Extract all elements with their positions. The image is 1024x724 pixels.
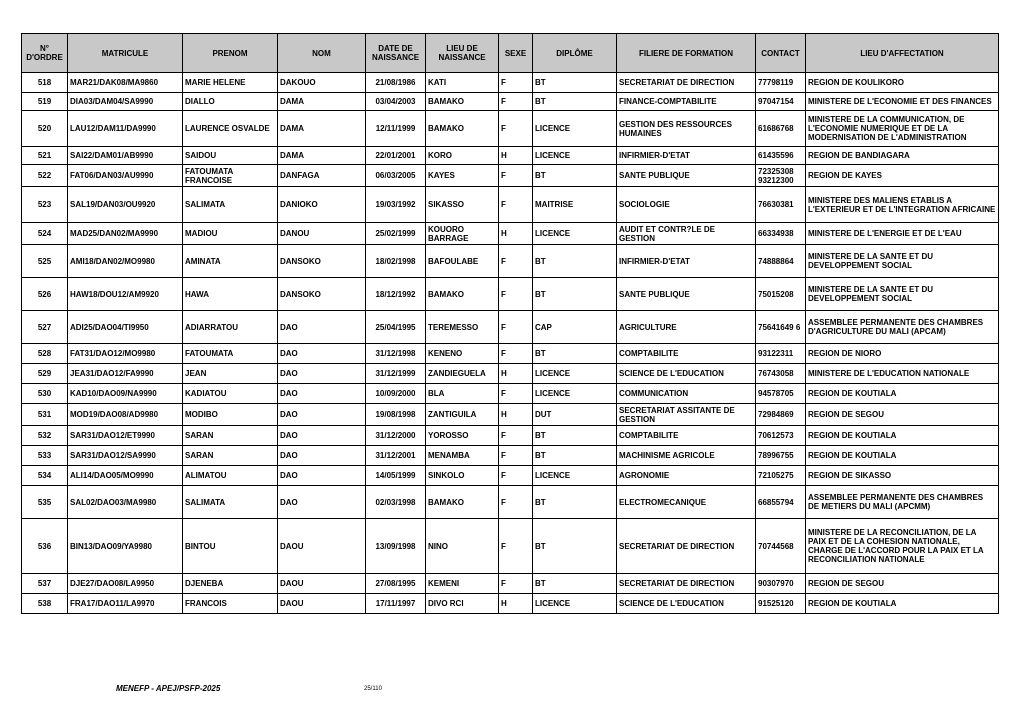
cell-matricule: DIA03/DAM04/SA9990 bbox=[68, 93, 183, 111]
cell-birth-place: YOROSSO bbox=[426, 426, 499, 446]
cell-birth-place: KAYES bbox=[426, 165, 499, 187]
cell-sexe: H bbox=[499, 364, 533, 384]
cell-affectation: REGION DE SIKASSO bbox=[806, 466, 999, 486]
cell-prenom: JEAN bbox=[183, 364, 278, 384]
cell-order-number: 536 bbox=[22, 519, 68, 574]
cell-sexe: F bbox=[499, 519, 533, 574]
footer-reference: MENEFP - APEJ/PSFP-2025 bbox=[116, 684, 221, 693]
table-row bbox=[22, 574, 999, 594]
cell-nom: DAKOUO bbox=[278, 73, 366, 93]
table-row bbox=[22, 594, 999, 614]
cell-filiere: COMMUNICATION bbox=[617, 384, 756, 404]
cell-affectation: REGION DE NIORO bbox=[806, 344, 999, 364]
header-filiere: FILIERE DE FORMATION bbox=[617, 34, 756, 73]
cell-matricule: HAW18/DOU12/AM9920 bbox=[68, 278, 183, 311]
cell-sexe: F bbox=[499, 446, 533, 466]
cell-affectation: ASSEMBLEE PERMANENTE DES CHAMBRES D'AGRICULTURE DU MALI (APCAM) bbox=[806, 311, 999, 344]
cell-matricule: ALI14/DAO05/MO9990 bbox=[68, 466, 183, 486]
cell-birth-date: 31/12/1999 bbox=[366, 364, 426, 384]
cell-filiere: GESTION DES RESSOURCES HUMAINES bbox=[617, 111, 756, 147]
cell-contact: 76743058 bbox=[756, 364, 806, 384]
cell-prenom: MADIOU bbox=[183, 223, 278, 245]
cell-sexe: F bbox=[499, 311, 533, 344]
header-contact: CONTACT bbox=[756, 34, 806, 73]
cell-birth-place: BAFOULABE bbox=[426, 245, 499, 278]
header-nom: NOM bbox=[278, 34, 366, 73]
cell-matricule: SAR31/DAO12/ET9990 bbox=[68, 426, 183, 446]
cell-filiere: AUDIT ET CONTR?LE DE GESTION bbox=[617, 223, 756, 245]
cell-filiere: INFIRMIER-D'ETAT bbox=[617, 245, 756, 278]
header-diplome: DIPLÔME bbox=[533, 34, 617, 73]
cell-birth-place: KOUORO BARRAGE bbox=[426, 223, 499, 245]
cell-diplome: BT bbox=[533, 426, 617, 446]
table-header-row bbox=[22, 34, 999, 73]
cell-sexe: F bbox=[499, 165, 533, 187]
cell-filiere: SCIENCE DE L'EDUCATION bbox=[617, 364, 756, 384]
cell-order-number: 531 bbox=[22, 404, 68, 426]
cell-diplome: BT bbox=[533, 245, 617, 278]
cell-prenom: SALIMATA bbox=[183, 486, 278, 519]
cell-diplome: LICENCE bbox=[533, 384, 617, 404]
cell-birth-place: ZANDIEGUELA bbox=[426, 364, 499, 384]
cell-birth-date: 25/04/1995 bbox=[366, 311, 426, 344]
table-row bbox=[22, 278, 999, 311]
cell-matricule: MOD19/DAO08/AD9980 bbox=[68, 404, 183, 426]
cell-matricule: ADI25/DAO04/TI9950 bbox=[68, 311, 183, 344]
cell-birth-date: 27/08/1995 bbox=[366, 574, 426, 594]
cell-affectation: REGION DE KOUTIALA bbox=[806, 426, 999, 446]
cell-prenom: DIALLO bbox=[183, 93, 278, 111]
cell-nom: DANSOKO bbox=[278, 278, 366, 311]
cell-filiere: SOCIOLOGIE bbox=[617, 187, 756, 223]
cell-nom: DAMA bbox=[278, 93, 366, 111]
cell-birth-place: BAMAKO bbox=[426, 278, 499, 311]
table-row bbox=[22, 384, 999, 404]
table-row bbox=[22, 311, 999, 344]
cell-affectation: MINISTERE DE L'ENERGIE ET DE L'EAU bbox=[806, 223, 999, 245]
cell-nom: DAO bbox=[278, 426, 366, 446]
cell-affectation: MINISTERE DE LA COMMUNICATION, DE L'ECONOMIE NUMERIQUE ET DE LA MODERNISATION DE L'ADMINISTRATION bbox=[806, 111, 999, 147]
cell-birth-place: ZANTIGUILA bbox=[426, 404, 499, 426]
header-birth-date: DATE DE NAISSANCE bbox=[366, 34, 426, 73]
cell-prenom: LAURENCE OSVALDE bbox=[183, 111, 278, 147]
cell-affectation: ASSEMBLEE PERMANENTE DES CHAMBRES DE METIERS DU MALI (APCMM) bbox=[806, 486, 999, 519]
cell-birth-place: BAMAKO bbox=[426, 486, 499, 519]
cell-birth-place: KENENO bbox=[426, 344, 499, 364]
cell-prenom: SAIDOU bbox=[183, 147, 278, 165]
cell-nom: DAMA bbox=[278, 111, 366, 147]
cell-order-number: 521 bbox=[22, 147, 68, 165]
cell-contact: 72984869 bbox=[756, 404, 806, 426]
cell-filiere: ELECTROMECANIQUE bbox=[617, 486, 756, 519]
cell-birth-date: 31/12/2001 bbox=[366, 446, 426, 466]
cell-order-number: 525 bbox=[22, 245, 68, 278]
cell-affectation: MINISTERE DE L'EDUCATION NATIONALE bbox=[806, 364, 999, 384]
cell-birth-place: KATI bbox=[426, 73, 499, 93]
cell-contact: 70744568 bbox=[756, 519, 806, 574]
cell-prenom: HAWA bbox=[183, 278, 278, 311]
cell-order-number: 528 bbox=[22, 344, 68, 364]
cell-diplome: BT bbox=[533, 486, 617, 519]
cell-prenom: KADIATOU bbox=[183, 384, 278, 404]
cell-diplome: CAP bbox=[533, 311, 617, 344]
cell-prenom: SALIMATA bbox=[183, 187, 278, 223]
cell-filiere: INFIRMIER-D'ETAT bbox=[617, 147, 756, 165]
cell-contact: 61686768 bbox=[756, 111, 806, 147]
cell-prenom: FATOUMATA bbox=[183, 344, 278, 364]
cell-contact: 91525120 bbox=[756, 594, 806, 614]
cell-birth-date: 19/03/1992 bbox=[366, 187, 426, 223]
cell-filiere: SECRETARIAT DE DIRECTION bbox=[617, 574, 756, 594]
cell-nom: DAO bbox=[278, 404, 366, 426]
header-prenom: PRENOM bbox=[183, 34, 278, 73]
cell-birth-date: 31/12/1998 bbox=[366, 344, 426, 364]
cell-order-number: 524 bbox=[22, 223, 68, 245]
table-row bbox=[22, 426, 999, 446]
cell-contact: 74888864 bbox=[756, 245, 806, 278]
cell-nom: DAO bbox=[278, 384, 366, 404]
cell-birth-date: 02/03/1998 bbox=[366, 486, 426, 519]
cell-diplome: BT bbox=[533, 574, 617, 594]
cell-birth-date: 14/05/1999 bbox=[366, 466, 426, 486]
cell-order-number: 532 bbox=[22, 426, 68, 446]
cell-birth-date: 22/01/2001 bbox=[366, 147, 426, 165]
cell-diplome: MAITRISE bbox=[533, 187, 617, 223]
cell-birth-date: 03/04/2003 bbox=[366, 93, 426, 111]
cell-birth-place: KORO bbox=[426, 147, 499, 165]
cell-contact: 66334938 bbox=[756, 223, 806, 245]
cell-filiere: MACHINISME AGRICOLE bbox=[617, 446, 756, 466]
cell-sexe: F bbox=[499, 384, 533, 404]
table-row bbox=[22, 344, 999, 364]
cell-contact: 70612573 bbox=[756, 426, 806, 446]
cell-sexe: F bbox=[499, 93, 533, 111]
cell-sexe: H bbox=[499, 404, 533, 426]
cell-sexe: H bbox=[499, 147, 533, 165]
cell-filiere: SECRETARIAT DE DIRECTION bbox=[617, 73, 756, 93]
cell-affectation: MINISTERE DE LA SANTE ET DU DEVELOPPEMENT SOCIAL bbox=[806, 278, 999, 311]
table-row bbox=[22, 519, 999, 574]
cell-nom: DANFAGA bbox=[278, 165, 366, 187]
cell-sexe: F bbox=[499, 73, 533, 93]
cell-contact: 72325308 93212300 bbox=[756, 165, 806, 187]
cell-filiere: SECRETARIAT DE DIRECTION bbox=[617, 519, 756, 574]
cell-matricule: FAT06/DAN03/AU9990 bbox=[68, 165, 183, 187]
table-row bbox=[22, 486, 999, 519]
cell-contact: 61435596 bbox=[756, 147, 806, 165]
cell-order-number: 518 bbox=[22, 73, 68, 93]
table-body bbox=[22, 73, 999, 614]
cell-affectation: REGION DE KOUTIALA bbox=[806, 594, 999, 614]
cell-affectation: REGION DE SEGOU bbox=[806, 574, 999, 594]
cell-prenom: BINTOU bbox=[183, 519, 278, 574]
cell-prenom: SARAN bbox=[183, 426, 278, 446]
recruitment-table bbox=[21, 33, 999, 614]
cell-nom: DAOU bbox=[278, 574, 366, 594]
table-row bbox=[22, 165, 999, 187]
cell-affectation: MINISTERE DES MALIENS ETABLIS A L'EXTERIEUR ET DE L'INTEGRATION AFRICAINE bbox=[806, 187, 999, 223]
table-row bbox=[22, 93, 999, 111]
cell-matricule: DJE27/DAO08/LA9950 bbox=[68, 574, 183, 594]
cell-diplome: LICENCE bbox=[533, 594, 617, 614]
cell-contact: 72105275 bbox=[756, 466, 806, 486]
cell-diplome: LICENCE bbox=[533, 466, 617, 486]
cell-filiere: SECRETARIAT ASSITANTE DE GESTION bbox=[617, 404, 756, 426]
cell-sexe: F bbox=[499, 111, 533, 147]
cell-birth-place: DIVO RCI bbox=[426, 594, 499, 614]
cell-sexe: F bbox=[499, 486, 533, 519]
cell-order-number: 527 bbox=[22, 311, 68, 344]
cell-affectation: MINISTERE DE L'ECONOMIE ET DES FINANCES bbox=[806, 93, 999, 111]
cell-contact: 94578705 bbox=[756, 384, 806, 404]
table-row bbox=[22, 404, 999, 426]
page-number: 25/110 bbox=[364, 686, 382, 692]
cell-sexe: F bbox=[499, 278, 533, 311]
cell-filiere: AGRONOMIE bbox=[617, 466, 756, 486]
cell-birth-date: 25/02/1999 bbox=[366, 223, 426, 245]
cell-diplome: BT bbox=[533, 93, 617, 111]
cell-diplome: BT bbox=[533, 73, 617, 93]
table-row bbox=[22, 364, 999, 384]
cell-contact: 78996755 bbox=[756, 446, 806, 466]
cell-filiere: SANTE PUBLIQUE bbox=[617, 165, 756, 187]
cell-prenom: SARAN bbox=[183, 446, 278, 466]
cell-sexe: F bbox=[499, 426, 533, 446]
cell-affectation: REGION DE KOULIKORO bbox=[806, 73, 999, 93]
cell-matricule: LAU12/DAM11/DA9990 bbox=[68, 111, 183, 147]
table-row bbox=[22, 73, 999, 93]
cell-affectation: MINISTERE DE LA SANTE ET DU DEVELOPPEMENT SOCIAL bbox=[806, 245, 999, 278]
cell-birth-place: SIKASSO bbox=[426, 187, 499, 223]
cell-birth-date: 21/08/1986 bbox=[366, 73, 426, 93]
table-row bbox=[22, 223, 999, 245]
cell-order-number: 520 bbox=[22, 111, 68, 147]
cell-birth-date: 17/11/1997 bbox=[366, 594, 426, 614]
cell-nom: DAOU bbox=[278, 519, 366, 574]
cell-birth-date: 10/09/2000 bbox=[366, 384, 426, 404]
cell-diplome: LICENCE bbox=[533, 223, 617, 245]
cell-birth-place: TEREMESSO bbox=[426, 311, 499, 344]
cell-prenom: AMINATA bbox=[183, 245, 278, 278]
cell-sexe: H bbox=[499, 594, 533, 614]
cell-nom: DAMA bbox=[278, 147, 366, 165]
cell-order-number: 526 bbox=[22, 278, 68, 311]
cell-birth-place: KEMENI bbox=[426, 574, 499, 594]
cell-diplome: BT bbox=[533, 446, 617, 466]
cell-diplome: BT bbox=[533, 165, 617, 187]
cell-matricule: FRA17/DAO11/LA9970 bbox=[68, 594, 183, 614]
header-affectation: LIEU D'AFFECTATION bbox=[806, 34, 999, 73]
cell-sexe: F bbox=[499, 344, 533, 364]
cell-filiere: AGRICULTURE bbox=[617, 311, 756, 344]
cell-matricule: MAD25/DAN02/MA9990 bbox=[68, 223, 183, 245]
cell-order-number: 538 bbox=[22, 594, 68, 614]
cell-diplome: LICENCE bbox=[533, 147, 617, 165]
cell-sexe: F bbox=[499, 466, 533, 486]
cell-affectation: MINISTERE DE LA RECONCILIATION, DE LA PAIX ET DE LA COHESION NATIONALE, CHARGE DE L'ACCORD POUR LA PAIX ET LA RECONCILIATION NATIONALE bbox=[806, 519, 999, 574]
cell-matricule: FAT31/DAO12/MO9980 bbox=[68, 344, 183, 364]
cell-nom: DAO bbox=[278, 466, 366, 486]
cell-nom: DANOU bbox=[278, 223, 366, 245]
cell-contact: 97047154 bbox=[756, 93, 806, 111]
cell-birth-place: NINO bbox=[426, 519, 499, 574]
cell-diplome: LICENCE bbox=[533, 364, 617, 384]
cell-birth-date: 31/12/2000 bbox=[366, 426, 426, 446]
cell-contact: 76630381 bbox=[756, 187, 806, 223]
cell-prenom: ADIARRATOU bbox=[183, 311, 278, 344]
cell-order-number: 533 bbox=[22, 446, 68, 466]
table-row bbox=[22, 111, 999, 147]
cell-affectation: REGION DE KOUTIALA bbox=[806, 446, 999, 466]
cell-birth-place: SINKOLO bbox=[426, 466, 499, 486]
table-row bbox=[22, 245, 999, 278]
cell-sexe: F bbox=[499, 574, 533, 594]
table-row bbox=[22, 147, 999, 165]
cell-birth-date: 06/03/2005 bbox=[366, 165, 426, 187]
cell-prenom: MARIE HELENE bbox=[183, 73, 278, 93]
cell-diplome: BT bbox=[533, 344, 617, 364]
cell-matricule: SAL19/DAN03/OU9920 bbox=[68, 187, 183, 223]
cell-order-number: 530 bbox=[22, 384, 68, 404]
cell-affectation: REGION DE BANDIAGARA bbox=[806, 147, 999, 165]
header-sexe: SEXE bbox=[499, 34, 533, 73]
cell-prenom: MODIBO bbox=[183, 404, 278, 426]
cell-birth-date: 13/09/1998 bbox=[366, 519, 426, 574]
cell-filiere: COMPTABILITE bbox=[617, 344, 756, 364]
cell-nom: DANIOKO bbox=[278, 187, 366, 223]
cell-nom: DAO bbox=[278, 364, 366, 384]
cell-birth-date: 18/02/1998 bbox=[366, 245, 426, 278]
cell-sexe: H bbox=[499, 223, 533, 245]
cell-filiere: SANTE PUBLIQUE bbox=[617, 278, 756, 311]
header-order-number: N° D'ORDRE bbox=[22, 34, 68, 73]
cell-order-number: 534 bbox=[22, 466, 68, 486]
cell-contact: 75015208 bbox=[756, 278, 806, 311]
cell-contact: 90307970 bbox=[756, 574, 806, 594]
cell-birth-place: BLA bbox=[426, 384, 499, 404]
cell-diplome: LICENCE bbox=[533, 111, 617, 147]
cell-nom: DAO bbox=[278, 311, 366, 344]
cell-contact: 93122311 bbox=[756, 344, 806, 364]
cell-prenom: FRANCOIS bbox=[183, 594, 278, 614]
cell-order-number: 523 bbox=[22, 187, 68, 223]
table-row bbox=[22, 466, 999, 486]
cell-birth-date: 18/12/1992 bbox=[366, 278, 426, 311]
cell-matricule: BIN13/DAO09/YA9980 bbox=[68, 519, 183, 574]
cell-prenom: ALIMATOU bbox=[183, 466, 278, 486]
cell-contact: 66855794 bbox=[756, 486, 806, 519]
cell-sexe: F bbox=[499, 187, 533, 223]
cell-prenom: FATOUMATA FRANCOISE bbox=[183, 165, 278, 187]
cell-affectation: REGION DE SEGOU bbox=[806, 404, 999, 426]
cell-diplome: DUT bbox=[533, 404, 617, 426]
cell-matricule: SAL02/DAO03/MA9980 bbox=[68, 486, 183, 519]
cell-diplome: BT bbox=[533, 519, 617, 574]
cell-order-number: 519 bbox=[22, 93, 68, 111]
cell-matricule: JEA31/DAO12/FA9990 bbox=[68, 364, 183, 384]
cell-nom: DAO bbox=[278, 344, 366, 364]
header-birth-place: LIEU DE NAISSANCE bbox=[426, 34, 499, 73]
table-row bbox=[22, 187, 999, 223]
header-matricule: MATRICULE bbox=[68, 34, 183, 73]
cell-sexe: F bbox=[499, 245, 533, 278]
cell-order-number: 522 bbox=[22, 165, 68, 187]
cell-filiere: SCIENCE DE L'EDUCATION bbox=[617, 594, 756, 614]
cell-birth-place: BAMAKO bbox=[426, 111, 499, 147]
cell-order-number: 537 bbox=[22, 574, 68, 594]
cell-matricule: KAD10/DAO09/NA9990 bbox=[68, 384, 183, 404]
cell-contact: 75641649 6 bbox=[756, 311, 806, 344]
cell-order-number: 529 bbox=[22, 364, 68, 384]
cell-nom: DAO bbox=[278, 446, 366, 466]
cell-order-number: 535 bbox=[22, 486, 68, 519]
cell-affectation: REGION DE KAYES bbox=[806, 165, 999, 187]
cell-prenom: DJENEBA bbox=[183, 574, 278, 594]
cell-birth-place: BAMAKO bbox=[426, 93, 499, 111]
cell-birth-place: MENAMBA bbox=[426, 446, 499, 466]
cell-birth-date: 12/11/1999 bbox=[366, 111, 426, 147]
cell-filiere: FINANCE-COMPTABILITE bbox=[617, 93, 756, 111]
cell-matricule: SAR31/DAO12/SA9990 bbox=[68, 446, 183, 466]
cell-contact: 77798119 bbox=[756, 73, 806, 93]
cell-affectation: REGION DE KOUTIALA bbox=[806, 384, 999, 404]
cell-diplome: BT bbox=[533, 278, 617, 311]
cell-filiere: COMPTABILITE bbox=[617, 426, 756, 446]
table-row bbox=[22, 446, 999, 466]
cell-nom: DAO bbox=[278, 486, 366, 519]
cell-nom: DANSOKO bbox=[278, 245, 366, 278]
cell-matricule: MAR21/DAK08/MA9860 bbox=[68, 73, 183, 93]
cell-matricule: AMI18/DAN02/MO9980 bbox=[68, 245, 183, 278]
cell-matricule: SAI22/DAM01/AB9990 bbox=[68, 147, 183, 165]
cell-nom: DAOU bbox=[278, 594, 366, 614]
cell-birth-date: 19/08/1998 bbox=[366, 404, 426, 426]
